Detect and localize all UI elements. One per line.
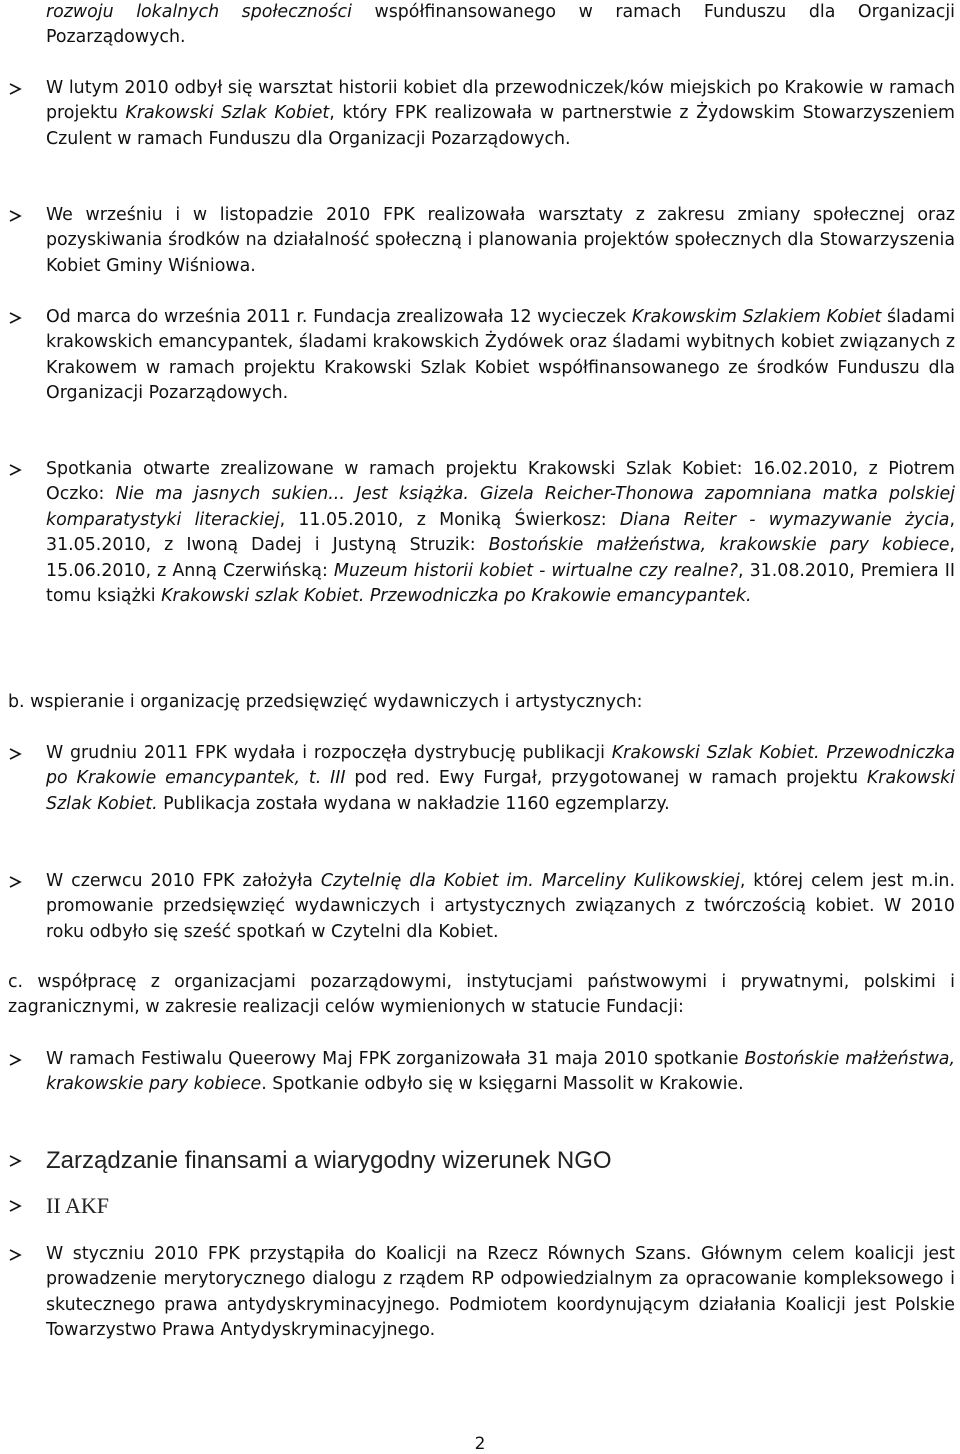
text-segment: W czerwcu 2010 FPK założyła [46, 871, 321, 891]
text-segment: , 31.05.2010, z Iwoną Dadej i Justyną Struzik: [46, 509, 955, 556]
arrow-bullet-icon [8, 209, 22, 223]
section-heading-c: c. współpracę z organizacjami pozarządowymi, instytucjami państwowymi i prywatnymi, polskimi i zagranicznymi, w zakresie realizacji celów wymienionych w statucie Fundacji: [8, 972, 955, 1018]
heading-text: II AKF [46, 1193, 109, 1218]
bullet-item-grudzien-publikacja [46, 741, 955, 817]
arrow-bullet-icon [8, 1199, 22, 1213]
italic-text: Diana Reiter - wymazywanie życia [619, 509, 950, 530]
text-segment: , 15.06.2010, z Anną Czerwińską: [46, 535, 955, 581]
heading-akf [46, 1192, 955, 1220]
bullet-item-warsztaty-zmiany [46, 203, 955, 279]
bullet-item-spotkania-otwarte [46, 457, 955, 609]
arrow-bullet-icon [8, 1154, 22, 1168]
italic-text: Krakowski Szlak Kobiet. Przewodniczka po Krakowie emancypantek, t. III [46, 743, 955, 789]
bullet-item-queerowy-maj [46, 1047, 955, 1098]
italic-text: Krakowski Szlak Kobiet [125, 103, 330, 124]
bullet-item-koalicja [46, 1242, 955, 1344]
paragraph-continuation [46, 0, 955, 51]
text-segment: , 31.08.2010, Premiera II tomu książki [46, 560, 955, 607]
text-segment: współfinansowanego w ramach Funduszu dla Organizacji Pozarządowych. [46, 2, 956, 48]
italic-text: Krakowski szlak Kobiet. Przewodniczka po Krakowie emancypantek. [161, 586, 752, 607]
text-segment: W ramach Festiwalu Queerowy Maj FPK zorganizowała 31 maja 2010 spotkanie [46, 1049, 745, 1069]
page-number: 2 [474, 1434, 486, 1454]
arrow-bullet-icon [8, 311, 22, 325]
text-segment: Publikacja została wydana w nakładzie 1160 egzemplarzy. [157, 793, 670, 814]
text-segment: , który FPK realizowała w partnerstwie z Żydowskim Stowarzyszeniem Czulent w ramach Funduszu dla Organizacji Pozarządowych. [46, 103, 955, 149]
arrow-bullet-icon [8, 1053, 22, 1067]
text-segment: , 11.05.2010, z Moniką Świerkosz: [279, 509, 620, 530]
arrow-bullet-icon [8, 875, 22, 889]
arrow-bullet-icon [8, 463, 22, 477]
italic-text: Muzeum historii kobiet - wirtualne czy realne? [333, 560, 739, 581]
italic-text: Krakowski Szlak Kobiet. [46, 768, 955, 814]
italic-text: Bostońskie małżeństwa, krakowskie pary kobiece [46, 1049, 955, 1095]
italic-text: rozwoju lokalnych społeczności [46, 2, 352, 22]
heading-text: Zarządzanie finansami a wiarygodny wizerunek NGO [46, 1147, 612, 1174]
text-segment: We wrześniu i w listopadzie 2010 FPK realizowała warsztaty z zakresu zmiany społecznej oraz pozyskiwania środków na działalność społeczną i planowania projektów społecznych dla Stowarzyszenia Kobiet Gminy Wiśniowa. [46, 205, 955, 276]
bullet-item-czytelnia [46, 869, 955, 945]
heading-ngo [46, 1146, 955, 1176]
text-segment: W grudniu 2011 FPK wydała i rozpoczęła dystrybucję publikacji [46, 743, 612, 763]
text-segment: śladami krakowskich emancypantek, śladami krakowskich Żydówek oraz śladami wybitnych kobiet związanych z Krakowem w ramach projektu Krakowski Szlak Kobiet współfinansowanego ze środków Funduszu dla Organizacji Pozarządowych. [46, 307, 955, 404]
text-segment: Od marca do września 2011 r. Fundacja zrealizowała 12 wycieczek [46, 307, 632, 327]
arrow-bullet-icon [8, 1248, 22, 1262]
text-segment: pod red. Ewy Furgał, przygotowanej w ramach projektu [345, 768, 867, 789]
italic-text: Bostońskie małżeństwa, krakowskie pary kobiece [488, 535, 950, 556]
italic-text: Krakowskim Szlakiem Kobiet [631, 307, 882, 327]
text-segment: . Spotkanie odbyło się w księgarni Massolit w Krakowie. [261, 1074, 744, 1095]
italic-text: Nie ma jasnych sukien... Jest książka. Gizela Reicher-Thonowa zapomniana matka polskiej komparatystyki literackiej [46, 484, 955, 530]
bullet-item-wycieczki [46, 305, 955, 407]
italic-text: Czytelnię dla Kobiet im. Marceliny Kulikowskiej [320, 871, 740, 891]
text-segment: W styczniu 2010 FPK przystąpiła do Koalicji na Rzecz Równych Szans. Głównym celem koalicji jest prowadzenie merytorycznego dialogu z rządem RP odpowiedzialnym za opracowanie kompleksowego i skutecznego prawa antydyskryminacyjnego. Podmiotem koordynującym działania Koalicji jest Polskie Towarzystwo Prawa Antydyskryminacyjnego. [46, 1244, 955, 1341]
section-heading-b: b. wspieranie i organizację przedsięwzięć wydawniczych i artystycznych: [8, 692, 643, 712]
arrow-bullet-icon [8, 747, 22, 761]
arrow-bullet-icon [8, 82, 22, 96]
text-segment: Spotkania otwarte zrealizowane w ramach projektu Krakowski Szlak Kobiet: 16.02.2010, z Piotrem Oczko: [46, 459, 955, 505]
text-segment: W lutym 2010 odbył się warsztat historii kobiet dla przewodniczek/ków miejskich po Krakowie w ramach projektu [46, 78, 955, 124]
text-segment: , której celem jest m.in. promowanie przedsięwzięć wydawniczych i artystycznych związanych z twórczością kobiet. W 2010 roku odbyło się sześć spotkań w Czytelni dla Kobiet. [46, 871, 955, 942]
bullet-item-warsztat-historii [46, 76, 955, 152]
